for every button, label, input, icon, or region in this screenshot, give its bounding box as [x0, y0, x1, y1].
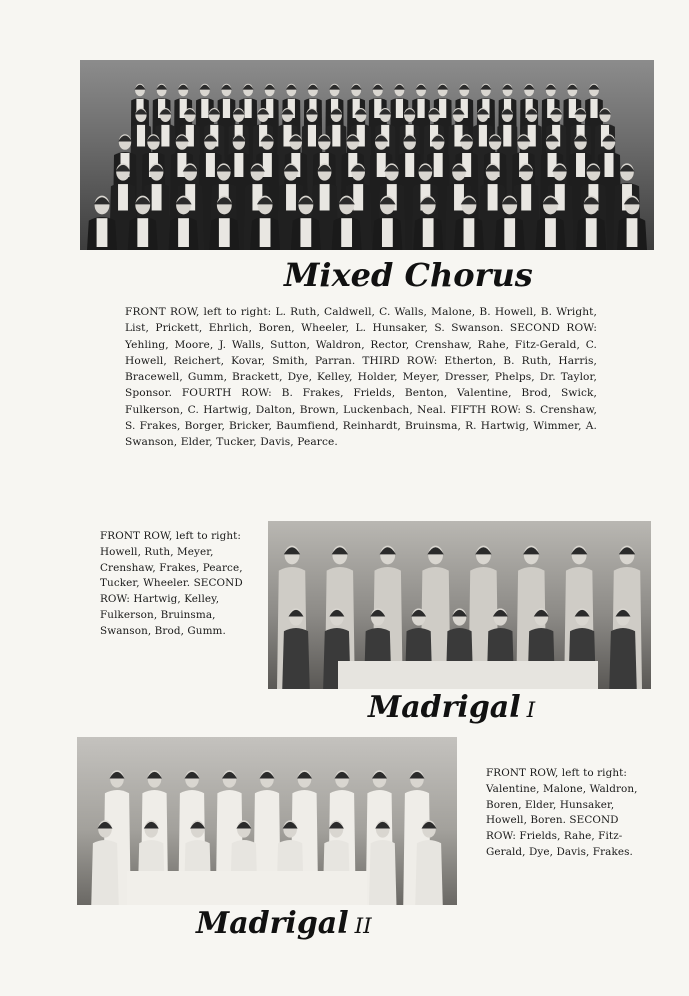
- madrigal-1-title-text: Madrigal: [368, 690, 521, 725]
- mixed-chorus-title-text: Mixed Chorus: [284, 256, 533, 294]
- mixed-chorus-photo-figures: [80, 60, 654, 250]
- madrigal-2-photo: [77, 737, 457, 905]
- mixed-chorus-caption: FRONT ROW, left to right: L. Ruth, Caldwell, C. Walls, Malone, B. Howell, B. Wright, List, Prickett, Ehrlich, Boren, Wheeler, L. Hunsaker, S. Swanson. SECOND ROW: Yehling, Moore, J. Walls, Sutton, Waldron, Rector, Crenshaw, Rahe, Fitz-Gerald, C. Howell, Reichert, Kovar, Smith, Parran. THIRD ROW: Etherton, B. Ruth, Harris, Bracewell, Gumm, Brackett, Dye, Kelley, Holder, Meyer, Dresser, Phelps, Dr. Taylor, Sponsor. FOURTH ROW: B. Frakes, Frields, Benton, Valentine, Brod, Swick, Fulkerson, C. Hartwig, Dalton, Brown, Luckenbach, Neal. FIFTH ROW: S. Crenshaw, S. Frakes, Borger, Bricker, Baumfiend, Reinhardt, Bruinsma, R. Hartwig, Wimmer, A. Swanson, Elder, Tucker, Davis, Pearce.: [125, 306, 597, 449]
- madrigal-2-caption: FRONT ROW, left to right: Valentine, Malone, Waldron, Boren, Elder, Hunsaker, Howell, Boren. SECOND ROW: Frields, Rahe, Fitz-Gerald, Dye, Davis, Frakes.: [486, 767, 638, 858]
- madrigal-1-title: [368, 690, 535, 725]
- madrigal-2-numeral: II: [354, 914, 372, 939]
- madrigal-1-caption: FRONT ROW, left to right: Howell, Ruth, Meyer, Crenshaw, Frakes, Pearce, Tucker, Wheeler. SECOND ROW: Hartwig, Kelley, Fulkerson, Bruinsma, Swanson, Brod, Gumm.: [100, 530, 243, 637]
- madrigal-2-title-text: Madrigal: [196, 906, 349, 941]
- madrigal-2-title: [196, 906, 372, 941]
- mixed-chorus-title: [284, 256, 533, 294]
- madrigal-1-photo: [268, 521, 651, 689]
- madrigal-1-photo-figures: [268, 521, 651, 689]
- mixed-chorus-photo: [80, 60, 654, 250]
- madrigal-1-numeral: I: [526, 698, 536, 723]
- madrigal-2-photo-figures: [77, 737, 457, 905]
